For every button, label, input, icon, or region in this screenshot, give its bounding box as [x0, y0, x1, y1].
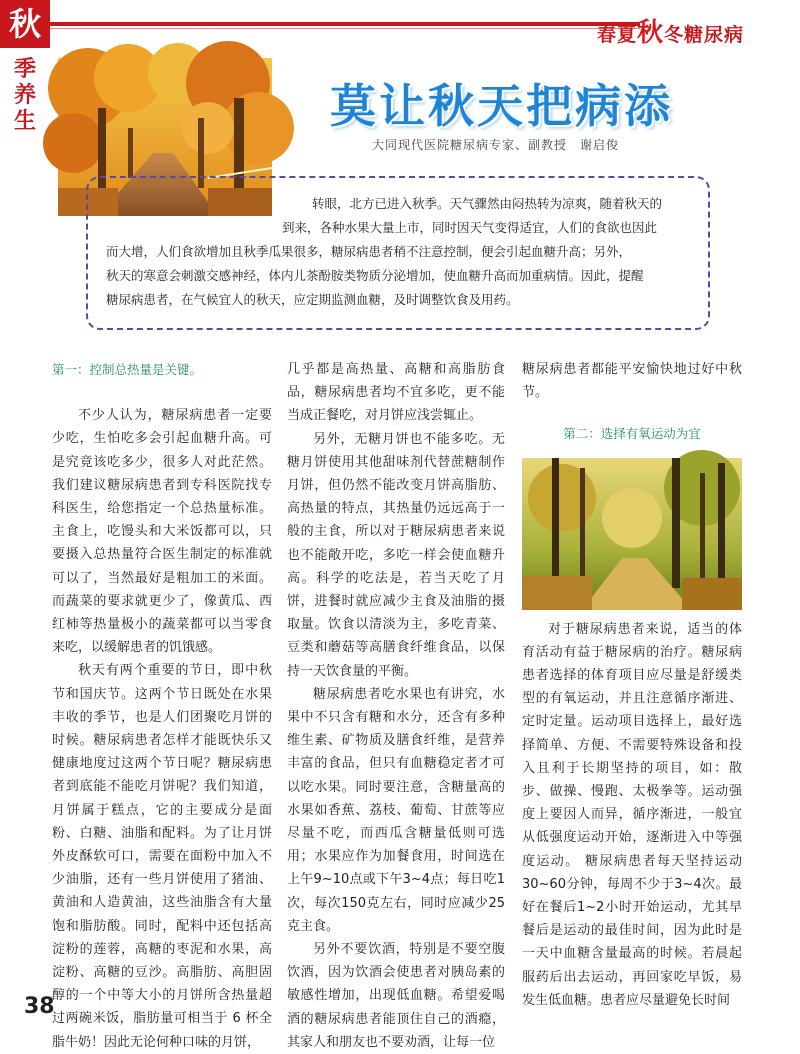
series-title: [597, 12, 744, 49]
paragraph: 另外，无糖月饼也不能多吃。无糖月饼使用其他甜味剂代替蔗糖制作月饼，但仍然不能改变月饼高脂肪、高热量的特点，其热量仍远远高于一般的主食，所以对于糖尿病患者来说也不能敞开吃，多吃一样会使血糖升高。科学的吃法是，若当天吃了月饼，进餐时就应减少主食及油脂的摄取量。饮食以清淡为主，多吃青菜、豆类和蘑菇等高膳食纤维食品，以保持一天饮食量的平衡。: [287, 431, 505, 679]
paragraph: 对于糖尿病患者来说，适当的体育活动有益于糖尿病的治疗。糖尿病患者选择的体育项目应尽量是舒缓类型的有氧运动，并且注意循序渐进、定时定量。运动项目选择上，最好选择简单、方便、不需要特殊设备和投入且利于长期坚持的项目，如：散步、做操、慢跑、太极拳等。运动强度上要因人而异，循序渐进，一般宜从低强度运动开始，逐渐进入中等强度运动。 糖尿病患者每天坚持运动30~60分钟，每周不少于3~4次。最好在餐后1~2小时开始运动，尤其早餐后是运动的最佳时间，因为此时是一天中血糖含量最高的时候。若晨起服药后出去运动，再回家吃早饭，易发生低血糖。患者应尽量避免长时间: [522, 621, 742, 1008]
intro-line: 糖尿病患者，在气候宜人的秋天，应定期监测血糖，及时调整饮食及用药。: [106, 292, 519, 307]
section-heading: 第一：控制总热量是关键。: [52, 362, 203, 377]
forest-path-photo: [522, 458, 742, 610]
intro-text: [106, 192, 696, 312]
paragraph: 糖尿病患者都能平安愉快地过好中秋节。: [522, 362, 742, 401]
intro-line: 秋天的寒意会刺激交感神经，体内儿茶酚胺类物质分泌增加，使血糖升高而加重病情。因此，提醒: [106, 268, 644, 283]
text-column-1: [52, 358, 272, 1054]
paragraph: 秋天有两个重要的节日，即中秋节和国庆节。这两个节日既处在水果丰收的季节，也是人们团聚吃月饼的时候。糖尿病患者怎样才能既快乐又健康地度过这两个节日呢？糖尿病患者到底能不能吃月饼呢？我们知道，月饼属于糕点，它的主要成分是面粉、白糖、油脂和配料。为了让月饼外皮酥软可口，需要在面粉中加入不少油脂，还有一些月饼使用了猪油、黄油和人造黄油，这些油脂含有大量饱和脂肪酸。同时，配料中还包括高淀粉的莲蓉，高糖的枣泥和水果，高淀粉、高糖的豆沙。高脂肪、高胆固醇的一个中等大小的月饼所含热量超过两碗米饭，脂肪量可相当于 6 杯全脂牛奶！因此无论何种口味的月饼，: [52, 663, 272, 1050]
article-author: 大同现代医院糖尿病专家、副教授 谢启俊: [372, 138, 620, 152]
text-column-3: [522, 358, 742, 1012]
section-heading: 第二：选择有氧运动为宜: [563, 426, 701, 442]
series-title-big: 秋: [636, 18, 664, 48]
paragraph: 几乎都是高热量、高糖和高脂肪食品，糖尿病患者均不宜多吃，更不能当成正餐吃，对月饼应浅尝辄止。: [287, 362, 505, 424]
intro-line: 而大增，人们食欲增加且秋季瓜果很多，糖尿病患者稍不注意控制，便会引起血糖升高；另外，: [106, 244, 632, 259]
series-title-b: 冬糖尿病: [663, 24, 744, 46]
section-side-label: 季养生: [13, 56, 36, 134]
intro-line: 转眼，北方已进入秋季。天气骤然由闷热转为凉爽，随着秋天的: [312, 196, 663, 211]
section-corner-tag: 秋: [0, 0, 50, 48]
header-rule: [50, 22, 640, 26]
paragraph: 另外不要饮酒，特别是不要空腹饮酒，因为饮酒会使患者对胰岛素的敏感性增加，出现低血糖。希望爱喝酒的糖尿病患者能顶住自己的酒瘾，其家人和朋友也不要劝酒，让每一位: [287, 942, 505, 1050]
paragraph: 不少人认为，糖尿病患者一定要少吃，生怕吃多会引起血糖升高。可是究竟该吃多少，很多人对此茫然。我们建议糖尿病患者到专科医院找专科医生，给您指定一个总热量标准。主食上，吃馒头和大米饭都可以，只要摄入总热量符合医生制定的标准就可以了，当然最好是粗加工的米面。而蔬菜的要求就更少了，像黄瓜、西红柿等热量极小的蔬菜都可以当零食来吃，以缓解患者的饥饿感。: [52, 408, 272, 656]
series-title-a: 春夏: [596, 24, 637, 46]
paragraph: 糖尿病患者吃水果也有讲究，水果中不只含有糖和水分，还含有多种维生素、矿物质及膳食纤维，是营养丰富的食品，但只有血糖稳定者才可以吃水果。同时要注意，含糖量高的水果如香蕉、荔枝、葡萄、甘蔗等应尽量不吃，而西瓜含糖量低则可选用；水果应作为加餐食用，时间选在上午9~10点或下午3~4点；每日吃1次，每次150克左右，同时应减少25克主食。: [287, 686, 505, 934]
article-title: 莫让秋天把病添: [330, 79, 673, 133]
page-number: 38: [24, 994, 55, 1019]
intro-line: 到来，各种水果大量上市，同时因天气变得适宜，人们的食欲也因此: [282, 220, 658, 235]
text-column-2: [287, 358, 505, 1054]
header-rule-thin: [50, 28, 640, 29]
